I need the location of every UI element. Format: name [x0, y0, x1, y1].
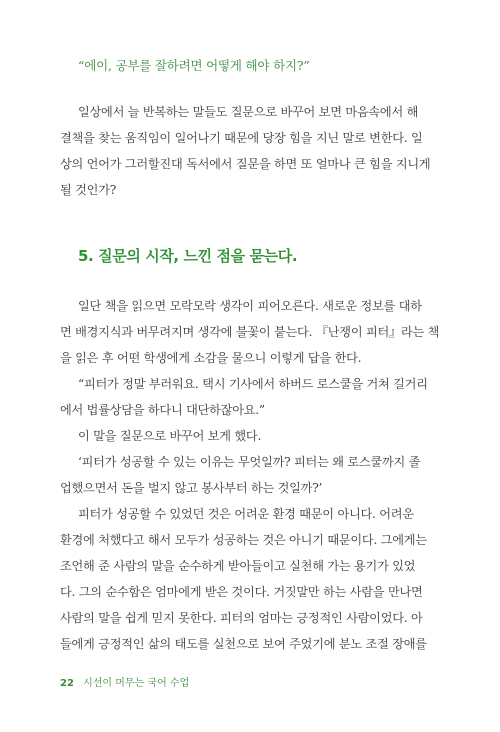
- section-heading: 5. 질문의 시작, 느낀 점을 묻는다.: [78, 247, 298, 265]
- quote-line: “에이, 공부를 잘하려면 어떻게 해야 하지?”: [78, 58, 310, 73]
- paragraph-line: 이 말을 질문으로 바꾸어 보게 했다.: [78, 429, 262, 443]
- question-line: 업했으면서 돈을 벌지 않고 봉사부터 하는 것일까?’: [60, 481, 323, 495]
- paragraph-line: 면 배경지식과 버무려지며 생각에 불꽃이 붙는다. 『난쟁이 피터』라는 책: [60, 325, 440, 339]
- paragraph-line: 다. 그의 순수함은 엄마에게 받은 것이다. 거짓말만 하는 사람을 만나면: [60, 585, 423, 599]
- dialogue-line: “피터가 정말 부러워요. 택시 기사에서 하버드 로스쿨을 거쳐 길거리: [78, 377, 428, 391]
- paragraph-line: 환경에 처했다고 해서 모두가 성공하는 것은 아니기 때문이다. 그에게는: [60, 533, 427, 547]
- paragraph-line: 일단 책을 읽으면 모락모락 생각이 피어오른다. 새로운 정보를 대하: [78, 299, 422, 313]
- paragraph-line: 일상에서 늘 반복하는 말들도 질문으로 바꾸어 보면 마음속에서 해: [78, 105, 419, 119]
- page-footer: [60, 674, 189, 689]
- paragraph-line: 결책을 찾는 움직임이 일어나기 때문에 당장 힘을 지닌 말로 변한다. 일: [60, 131, 423, 145]
- paragraph-line: 조언해 준 사람의 말을 순수하게 받아들이고 실천해 가는 용기가 있었: [60, 559, 416, 573]
- book-title: 시선이 머무는 국어 수업: [83, 678, 190, 689]
- paragraph-line: 사람의 말을 쉽게 믿지 못한다. 피터의 엄마는 긍정적인 사람이었다. 아: [60, 611, 423, 625]
- page-number: 22: [60, 678, 74, 689]
- paragraph-line: 될 것인가?: [60, 183, 117, 197]
- paragraph-line: 상의 언어가 그러할진대 독서에서 질문을 하면 또 얼마나 큰 힘을 지니게: [60, 157, 431, 171]
- paragraph-line: 피터가 성공할 수 있었던 것은 어려운 환경 때문이 아니다. 어려운: [78, 507, 414, 521]
- paragraph-line: 들에게 긍정적인 삶의 태도를 실천으로 보여 주었기에 분노 조절 장애를: [60, 637, 427, 651]
- paragraph-line: 을 읽은 후 어떤 학생에게 소감을 물으니 이렇게 답을 한다.: [60, 351, 362, 365]
- question-line: ‘피터가 성공할 수 있는 이유는 무엇일까? 피터는 왜 로스쿨까지 졸: [78, 455, 421, 469]
- dialogue-line: 에서 법률상담을 하다니 대단하잖아요.”: [60, 403, 265, 417]
